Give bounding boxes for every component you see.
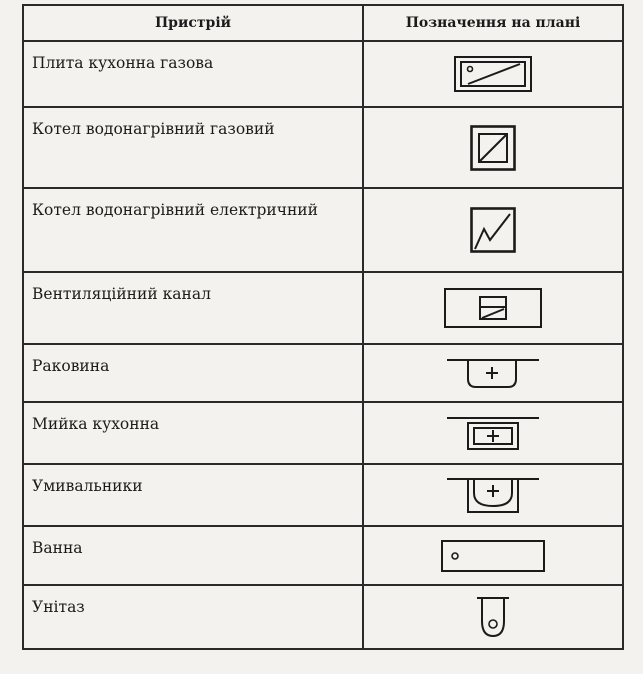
bathtub-symbol-icon [441, 540, 545, 572]
table-row [23, 585, 623, 649]
device-name: Раковина [23, 344, 363, 402]
table-row [23, 41, 623, 107]
table-row [23, 402, 623, 464]
gas-stove-symbol-icon [454, 56, 532, 92]
table-row [23, 526, 623, 585]
symbol-column-header: Позначення на плані [363, 5, 623, 41]
device-name: Ванна [23, 526, 363, 585]
device-name: Котел водонагрівний газовий [23, 107, 363, 188]
device-name: Вентиляційний канал [23, 272, 363, 344]
device-name: Котел водонагрівний електричний [23, 188, 363, 272]
device-name: Мийка кухонна [23, 402, 363, 464]
electric-water-heater-symbol-icon [470, 207, 516, 253]
device-name: Плита кухонна газова [23, 41, 363, 107]
washbasin-symbol-icon [446, 476, 540, 514]
sink-symbol-icon [446, 357, 540, 389]
table-row [23, 344, 623, 402]
device-column-header: Пристрій [23, 5, 363, 41]
ventilation-duct-symbol-icon [444, 288, 542, 328]
table-row [23, 464, 623, 526]
table-header-row [23, 5, 623, 41]
device-name: Унітаз [23, 585, 363, 649]
gas-water-heater-symbol-icon [470, 125, 516, 171]
table-row [23, 107, 623, 188]
table-row [23, 272, 623, 344]
kitchen-sink-symbol-icon [446, 415, 540, 451]
toilet-symbol-icon [471, 595, 515, 639]
plan-symbols-table [22, 4, 624, 650]
table-row [23, 188, 623, 272]
device-name: Умивальники [23, 464, 363, 526]
